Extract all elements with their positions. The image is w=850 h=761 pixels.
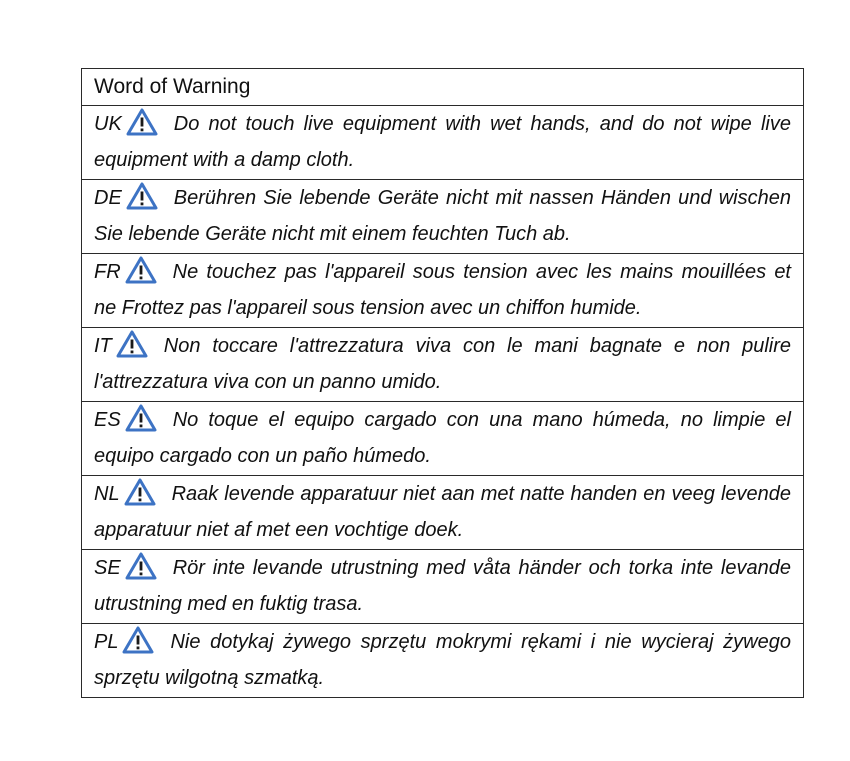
warning-triangle-icon bbox=[116, 330, 148, 358]
warning-triangle-icon bbox=[126, 182, 158, 210]
warning-cell bbox=[82, 328, 804, 402]
language-code: DE bbox=[94, 187, 122, 209]
language-code: UK bbox=[94, 113, 122, 135]
warning-cell bbox=[82, 254, 804, 328]
warning-triangle-icon bbox=[126, 108, 158, 136]
warning-text: Berühren Sie lebende Geräte nicht mit nassen Händen und wischen Sie lebende Geräte nicht mit einem feuchten Tuch ab. bbox=[94, 187, 791, 245]
warning-text: Do not touch live equipment with wet hands, and do not wipe live equipment with a damp cloth. bbox=[94, 113, 791, 171]
warning-text: Rör inte levande utrustning med våta händer och torka inte levande utrustning med en fuktig trasa. bbox=[94, 557, 791, 615]
warning-text: Ne touchez pas l'appareil sous tension avec les mains mouillées et ne Frottez pas l'appareil sous tension avec un chiffon humide. bbox=[94, 261, 791, 319]
warning-triangle-icon bbox=[124, 478, 156, 506]
table-row bbox=[82, 550, 804, 624]
language-code: FR bbox=[94, 261, 121, 283]
warning-cell bbox=[82, 476, 804, 550]
warning-cell bbox=[82, 106, 804, 180]
warning-cell bbox=[82, 402, 804, 476]
language-code: IT bbox=[94, 335, 112, 357]
warning-table bbox=[81, 68, 804, 698]
table-row bbox=[82, 106, 804, 180]
table-row bbox=[82, 402, 804, 476]
warning-cell bbox=[82, 180, 804, 254]
warning-triangle-icon bbox=[125, 404, 157, 432]
warning-text: Nie dotykaj żywego sprzętu mokrymi rękami i nie wycieraj żywego sprzętu wilgotną szmatką. bbox=[94, 631, 791, 689]
language-code: SE bbox=[94, 557, 121, 579]
warning-text: Non toccare l'attrezzatura viva con le mani bagnate e non pulire l'attrezzatura viva con un panno umido. bbox=[94, 335, 791, 393]
table-row bbox=[82, 328, 804, 402]
language-code: NL bbox=[94, 483, 120, 505]
warning-cell bbox=[82, 624, 804, 698]
warning-triangle-icon bbox=[125, 552, 157, 580]
warning-text: Raak levende apparatuur niet aan met natte handen en veeg levende apparatuur niet af met een vochtige doek. bbox=[94, 483, 791, 541]
table-title: Word of Warning bbox=[82, 69, 804, 106]
warning-triangle-icon bbox=[125, 256, 157, 284]
language-code: PL bbox=[94, 631, 119, 653]
table-row bbox=[82, 624, 804, 698]
warning-text: No toque el equipo cargado con una mano húmeda, no limpie el equipo cargado con un paño húmedo. bbox=[94, 409, 791, 467]
table-row bbox=[82, 180, 804, 254]
warning-cell bbox=[82, 550, 804, 624]
table-row bbox=[82, 254, 804, 328]
warning-triangle-icon bbox=[122, 626, 154, 654]
table-row bbox=[82, 476, 804, 550]
language-code: ES bbox=[94, 409, 121, 431]
header-row bbox=[82, 69, 804, 106]
